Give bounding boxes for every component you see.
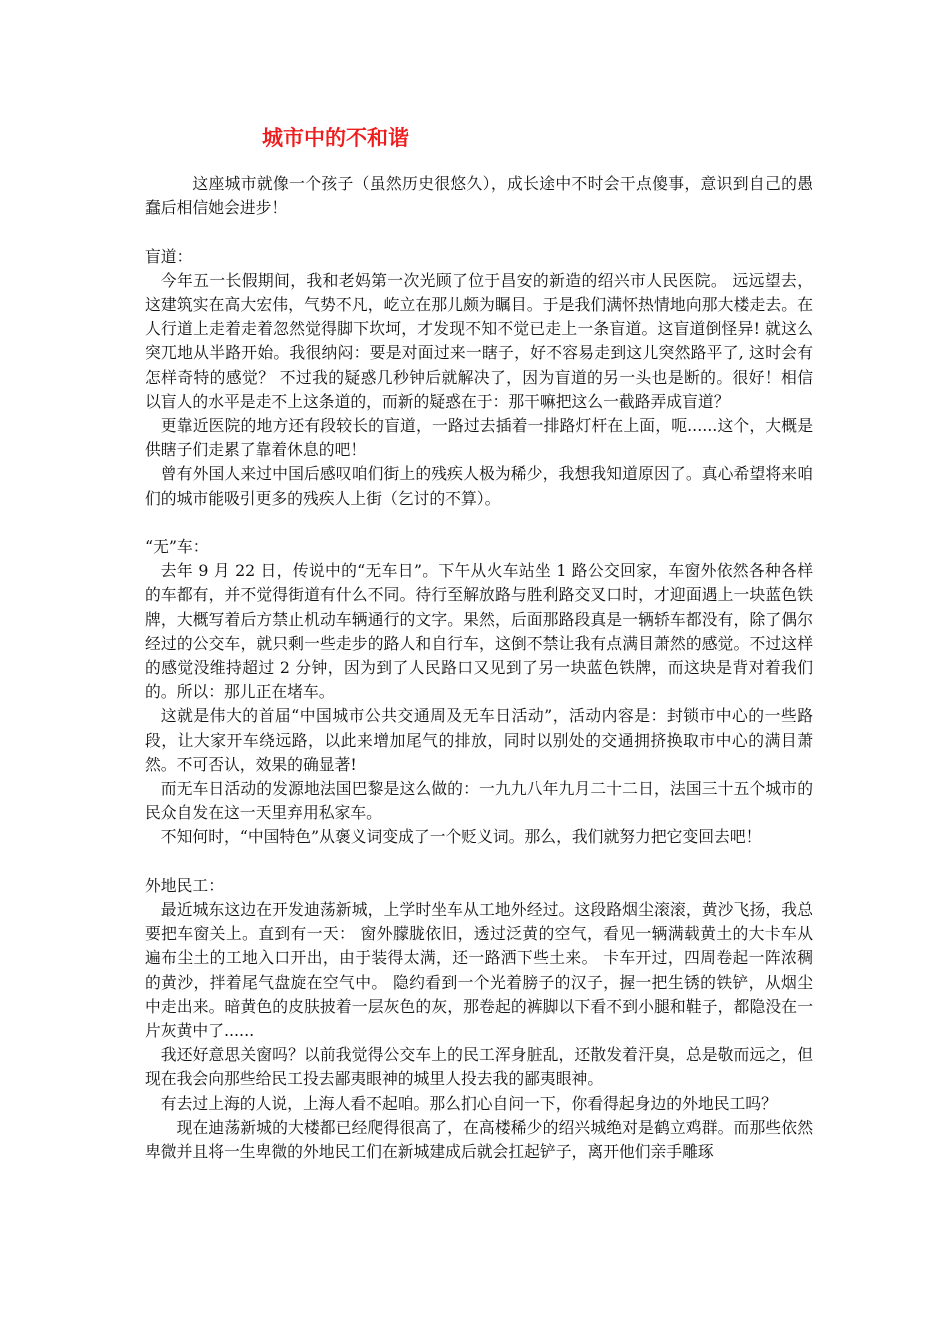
spacer: [145, 850, 813, 874]
spacer: [145, 220, 813, 244]
paragraph: 最近城东这边在开发迪荡新城，上学时坐车从工地外经过。这段路烟尘滚滚，黄沙飞扬，我总要把车窗关上。直到有一天： 窗外朦胧依旧，透过泛黄的空气，看见一辆满载黄土的大卡车从遍布尘土的工地入口开出，由于装得太满，还一路洒下些土来。 卡车开过，四周卷起一阵浓稠的黄沙，拌着尾气盘旋在空气中。 隐约看到一个光着膀子的汉子，握一把生锈的铁铲，从烟尘中走出来。暗黄色的皮肤披着一层灰色的灰，那卷起的裤脚以下看不到小腿和鞋子，都隐没在一片灰黄中了......: [145, 900, 813, 1041]
section-heading-tactile-paving: 盲道：: [145, 246, 193, 266]
paragraph: 这就是伟大的首届“中国城市公共交通周及无车日活动”，活动内容是：封锁市中心的一些路段，让大家开车绕远路，以此来增加尾气的排放，同时以别处的交通拥挤换取市中心的满目萧然。不可否认，效果的确显著!: [145, 706, 813, 774]
section-heading-migrant-workers: 外地民工：: [145, 875, 224, 895]
paragraph: 我还好意思关窗吗？以前我觉得公交车上的民工浑身脏乱，还散发着汗臭，总是敬而远之，但现在我会向那些给民工投去鄙夷眼神的城里人投去我的鄙夷眼神。: [145, 1045, 813, 1089]
section-heading-car-free: “无”车：: [145, 537, 209, 557]
intro-paragraph: 这座城市就像一个孩子（虽然历史很悠久），成长途中不时会干点傻事，意识到自己的愚蠢后相信她会进步！: [145, 174, 813, 218]
paragraph: 不知何时，“中国特色”从褒义词变成了一个贬义词。那么，我们就努力把它变回去吧！: [160, 827, 762, 847]
paragraph: 而无车日活动的发源地法国巴黎是这么做的：一九九八年九月二十二日，法国三十五个城市的民众自发在这一天里弃用私家车。: [145, 779, 813, 823]
paragraph: 曾有外国人来过中国后感叹咱们街上的残疾人极为稀少，我想我知道原因了。真心希望将来咱们的城市能吸引更多的残疾人上街（乞讨的不算）。: [145, 464, 813, 508]
paragraph: 现在迪荡新城的大楼都已经爬得很高了，在高楼稀少的绍兴城绝对是鹤立鸡群。而那些依然卑微并且将一生卑微的外地民工们在新城建成后就会扛起铲子，离开他们亲手雕琢: [145, 1117, 813, 1162]
document-body: [145, 172, 813, 1164]
document-title: 城市中的不和谐: [262, 126, 409, 150]
spacer: [145, 511, 813, 535]
paragraph: 更靠近医院的地方还有段较长的盲道，一路过去插着一排路灯杆在上面，呃......这个，大概是供瞎子们走累了靠着休息的吧！: [145, 416, 813, 460]
paragraph: 有去过上海的人说，上海人看不起咱。那么扪心自问一下，你看得起身边的外地民工吗？: [160, 1093, 777, 1113]
paragraph: 去年 9 月 22 日，传说中的“无车日”。下午从火车站坐 1 路公交回家，车窗外依然各种各样的车都有，并不觉得街道有什么不同。待行至解放路与胜利路交叉口时，才迎面遇上一块蓝色铁牌，大概写着后方禁止机动车辆通行的文字。果然，后面那路段真是一辆轿车都没有，除了偶尔经过的公交车，就只剩一些走步的路人和自行车，这倒不禁让我有点满目萧然的感觉。不过这样的感觉没维持超过 2 分钟，因为到了人民路口又见到了另一块蓝色铁牌，而这块是背对着我们的。所以：那儿正在堵车。: [145, 561, 813, 702]
paragraph: 今年五一长假期间，我和老妈第一次光顾了位于昌安的新造的绍兴市人民医院。 远远望去，这建筑实在高大宏伟，气势不凡，屹立在那儿颇为瞩目。于是我们满怀热情地向那大楼走去。在人行道上走着走着忽然觉得脚下坎坷，才发现不知不觉已走上一条盲道。这盲道倒怪异! 就这么突兀地从半路开始。我很纳闷：要是对面过来一瞎子，好不容易走到这儿突然路平了, 这时会有怎样奇特的感觉？ 不过我的疑惑几秒钟后就解决了，因为盲道的另一头也是断的。很好！相信以盲人的水平是走不上这条道的，而新的疑惑在于：那干嘛把这么一截路弄成盲道？: [145, 270, 813, 411]
